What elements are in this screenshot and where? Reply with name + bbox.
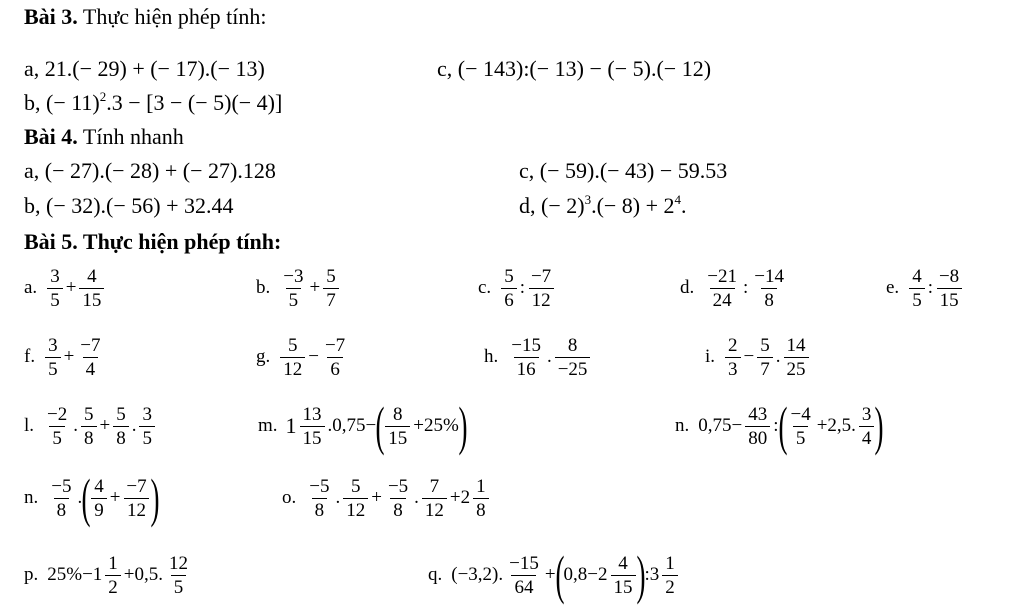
expression-text: (−3,2). — [451, 564, 504, 585]
numerator: 14 — [786, 334, 806, 356]
ex-5q — [428, 545, 680, 605]
ex-5e — [886, 258, 964, 318]
denominator: 12 — [280, 357, 305, 380]
operator: + — [63, 346, 75, 367]
operator: + — [544, 564, 556, 585]
ex-label: b. — [256, 277, 271, 298]
operator: . — [131, 415, 137, 436]
denominator: 15 — [79, 288, 104, 311]
ex-5i — [705, 327, 811, 387]
expression-text: +2,5. — [816, 415, 856, 436]
ex-5d — [680, 258, 789, 318]
numerator: 3 — [142, 403, 152, 425]
numerator: −5 — [309, 475, 330, 497]
heading-rest: Tính nhanh — [77, 124, 184, 149]
heading-rest: . Thực hiện phép tính: — [72, 229, 282, 254]
ex-label: h. — [484, 346, 499, 367]
denominator: 15 — [300, 426, 325, 449]
denominator: 8 — [390, 498, 406, 521]
operator: + — [371, 487, 382, 508]
ex-label: i. — [705, 346, 716, 367]
numerator: −8 — [938, 265, 960, 287]
ex-label: g. — [256, 346, 271, 367]
numerator: 4 — [94, 475, 104, 497]
fraction — [77, 335, 103, 380]
numerator: −5 — [387, 475, 409, 497]
fraction — [473, 476, 489, 521]
fraction — [45, 335, 61, 380]
numerator: 12 — [169, 552, 189, 574]
denominator: 2 — [662, 575, 678, 598]
numerator: −4 — [790, 403, 811, 425]
fraction — [385, 404, 410, 449]
fraction — [322, 335, 348, 380]
expression-text: +2 — [449, 487, 471, 508]
ex-5n-second — [24, 468, 158, 528]
expression-text: +25% — [413, 415, 459, 436]
denominator: 12 — [124, 498, 149, 521]
operator: . — [335, 487, 341, 508]
expression-text: 0,8−2 — [563, 564, 608, 585]
fraction — [555, 335, 591, 380]
fraction — [751, 266, 787, 311]
ex-5p — [24, 545, 193, 605]
fraction — [611, 553, 636, 598]
numerator: −15 — [509, 552, 539, 574]
ex-3b — [24, 90, 282, 116]
ex-label: m. — [258, 415, 278, 436]
expression-text: 25%−1 — [47, 564, 103, 585]
denominator: 15 — [937, 288, 962, 311]
heading-bai-5 — [24, 229, 281, 255]
numerator: −21 — [707, 265, 737, 287]
ex-label: n. — [675, 415, 690, 436]
numerator: −7 — [324, 334, 346, 356]
ex-5g — [256, 327, 350, 387]
mixed-number — [286, 404, 327, 449]
numerator: 1 — [476, 475, 486, 497]
ex-5o — [282, 468, 491, 528]
heading-rest: Thực hiện phép tính: — [77, 4, 267, 29]
denominator: 5 — [286, 288, 302, 311]
fraction — [859, 404, 875, 449]
fraction — [306, 476, 332, 521]
numerator: −7 — [126, 475, 147, 497]
fraction — [501, 266, 517, 311]
numerator: −15 — [511, 334, 541, 356]
left-paren: ( — [777, 396, 787, 456]
ex-label: a. — [24, 277, 38, 298]
fraction — [44, 404, 70, 449]
left-paren: ( — [81, 468, 91, 528]
fraction — [79, 266, 104, 311]
numerator: 5 — [288, 334, 298, 356]
numerator: 13 — [302, 403, 322, 425]
operator: . — [775, 346, 781, 367]
ex-label: n. — [24, 487, 39, 508]
ex-5m — [258, 396, 466, 456]
numerator: −7 — [80, 334, 101, 356]
numerator: 43 — [748, 403, 768, 425]
fraction — [745, 404, 770, 449]
numerator: 1 — [665, 552, 675, 574]
right-paren: ) — [636, 545, 646, 605]
numerator: 7 — [429, 475, 440, 497]
numerator: −3 — [283, 265, 304, 287]
ex-label: l. — [24, 415, 35, 436]
heading-bai-4 — [24, 124, 184, 150]
denominator: 5 — [49, 426, 65, 449]
ex-5b — [256, 258, 341, 318]
denominator: 5 — [47, 288, 63, 311]
denominator: 12 — [343, 498, 368, 521]
heading-bai-3 — [24, 4, 267, 30]
fraction — [105, 553, 121, 598]
operator: + — [99, 415, 111, 436]
numerator: 3 — [48, 334, 58, 356]
numerator: 8 — [567, 334, 578, 356]
expression-text: 0,75− — [698, 415, 743, 436]
ex-label: d. — [680, 277, 695, 298]
denominator: 8 — [473, 498, 489, 521]
ex-label: q. — [428, 564, 443, 585]
denominator: 5 — [909, 288, 925, 311]
denominator: 8 — [54, 498, 70, 521]
fraction — [936, 266, 962, 311]
fraction — [662, 553, 678, 598]
denominator: 15 — [385, 426, 410, 449]
fraction — [300, 404, 325, 449]
left-paren: ( — [375, 396, 385, 456]
operator: + — [109, 487, 121, 508]
numerator: 4 — [912, 265, 922, 287]
expression-text: :3 — [644, 564, 660, 585]
fraction — [784, 335, 809, 380]
denominator: 8 — [312, 498, 328, 521]
denominator: 5 — [139, 426, 155, 449]
ex-4d — [519, 193, 687, 219]
ex-4b: b, (− 32).(− 56) + 32.44 — [24, 193, 234, 218]
fraction — [787, 404, 813, 449]
ex-4d-part1: d, (− 2) — [519, 193, 585, 218]
right-paren: ) — [150, 468, 160, 528]
denominator: 25 — [784, 357, 809, 380]
denominator: 6 — [501, 288, 517, 311]
denominator: 16 — [514, 357, 539, 380]
fraction — [725, 335, 741, 380]
numerator: 5 — [504, 265, 514, 287]
numerator: 5 — [84, 403, 94, 425]
ex-3a: a, 21.(− 29) + (− 17).(− 13) — [24, 56, 265, 81]
operator: . — [546, 346, 552, 367]
expression-text: .0,75− — [327, 415, 377, 436]
ex-5h — [484, 327, 592, 387]
ex-label: e. — [886, 277, 900, 298]
ex-3b-part2: .3 − [3 − (− 5)(− 4)] — [106, 90, 283, 115]
fraction — [113, 404, 129, 449]
ex-4c: c, (− 59).(− 43) − 59.53 — [519, 158, 728, 183]
ex-4d-part3: . — [681, 193, 687, 218]
denominator: −25 — [555, 357, 591, 380]
denominator: 64 — [511, 575, 536, 598]
numerator: 2 — [728, 334, 738, 356]
denominator: 4 — [83, 357, 99, 380]
ex-label: p. — [24, 564, 39, 585]
fraction — [528, 266, 554, 311]
ex-4d-exp2: 4 — [674, 192, 682, 207]
whole-part: 1 — [285, 413, 297, 438]
operator: . — [73, 415, 78, 436]
denominator: 12 — [422, 498, 447, 521]
ex-label: c. — [478, 277, 492, 298]
denominator: 2 — [105, 575, 121, 598]
ex-3c: c, (− 143):(− 13) − (− 5).(− 12) — [437, 56, 712, 81]
denominator: 9 — [91, 498, 107, 521]
operator: − — [743, 346, 755, 367]
ex-4d-exp1: 3 — [584, 192, 592, 207]
ex-4d-part2: .(− 8) + 2 — [591, 193, 675, 218]
denominator: 7 — [757, 357, 773, 380]
denominator: 12 — [529, 288, 554, 311]
ex-5n-first — [675, 396, 882, 456]
ex-5a — [24, 258, 106, 318]
fraction — [385, 476, 411, 521]
fraction — [506, 553, 542, 598]
fraction — [91, 476, 107, 521]
denominator: 4 — [859, 426, 875, 449]
numerator: 5 — [760, 334, 770, 356]
operator: − — [308, 346, 319, 367]
denominator: 8 — [113, 426, 129, 449]
denominator: 5 — [45, 357, 61, 380]
numerator: −7 — [530, 265, 552, 287]
operator: + — [309, 277, 321, 298]
heading-title: Bài 5 — [24, 229, 73, 254]
denominator: 7 — [323, 288, 339, 311]
denominator: 3 — [725, 357, 741, 380]
ex-label: f. — [24, 346, 36, 367]
numerator: −5 — [51, 475, 72, 497]
right-paren: ) — [874, 396, 884, 456]
numerator: 5 — [116, 403, 126, 425]
denominator: 8 — [81, 426, 97, 449]
fraction — [48, 476, 74, 521]
denominator: 5 — [171, 575, 187, 598]
numerator: 5 — [350, 475, 361, 497]
fraction — [139, 404, 155, 449]
numerator: 4 — [618, 552, 628, 574]
denominator: 5 — [793, 426, 809, 449]
fraction — [343, 476, 368, 521]
fraction — [422, 476, 447, 521]
numerator: −14 — [754, 265, 784, 287]
numerator: 1 — [108, 552, 118, 574]
fraction — [508, 335, 544, 380]
ex-3b-part1: b, (− 11) — [24, 90, 100, 115]
fraction — [757, 335, 773, 380]
heading-title: Bài 4. — [24, 124, 78, 149]
fraction — [280, 266, 306, 311]
ex-5c — [478, 258, 556, 318]
denominator: 8 — [761, 288, 777, 311]
numerator: 5 — [326, 265, 336, 287]
numerator: 4 — [87, 265, 97, 287]
fraction — [166, 553, 191, 598]
numerator: 8 — [392, 403, 403, 425]
denominator: 24 — [710, 288, 735, 311]
ex-5l — [24, 396, 157, 456]
operator: : — [742, 277, 749, 298]
fraction — [47, 266, 63, 311]
right-paren: ) — [458, 396, 468, 456]
denominator: 6 — [327, 357, 343, 380]
ex-5f — [24, 327, 106, 387]
fraction — [81, 404, 97, 449]
operator: + — [65, 277, 77, 298]
fraction — [909, 266, 925, 311]
numerator: −2 — [47, 403, 68, 425]
operator: : — [927, 277, 933, 298]
fraction — [323, 266, 339, 311]
numerator: 3 — [861, 403, 872, 425]
operator: : — [519, 277, 525, 298]
operator: . — [77, 487, 83, 508]
denominator: 15 — [611, 575, 636, 598]
ex-4a: a, (− 27).(− 28) + (− 27).128 — [24, 158, 276, 183]
fraction — [123, 476, 149, 521]
operator: : — [773, 415, 779, 436]
left-paren: ( — [555, 545, 565, 605]
operator: . — [414, 487, 419, 508]
ex-label: o. — [282, 487, 297, 508]
expression-text: +0,5. — [123, 564, 164, 585]
denominator: 80 — [745, 426, 770, 449]
heading-title: Bài 3. — [24, 4, 78, 29]
fraction — [280, 335, 305, 380]
numerator: 3 — [50, 265, 60, 287]
ex-3b-exp: 2 — [99, 89, 107, 104]
fraction — [704, 266, 740, 311]
